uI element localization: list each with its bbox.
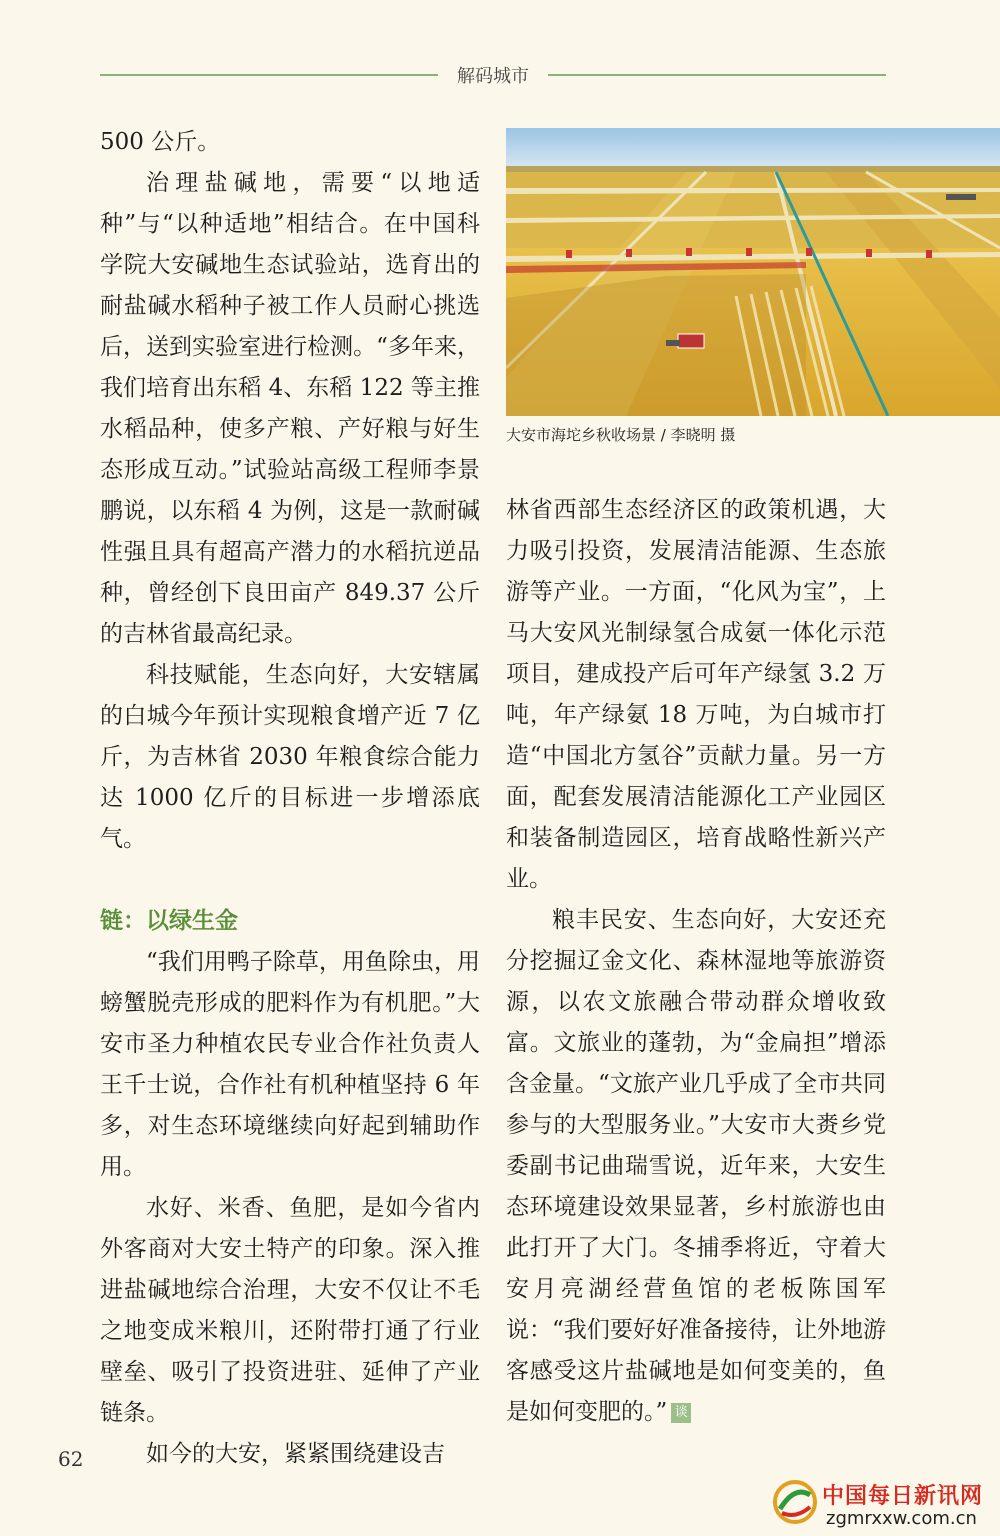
right-column bbox=[506, 490, 886, 1433]
end-mark: 谈 bbox=[671, 1403, 691, 1423]
header-rule-left bbox=[100, 74, 438, 76]
watermark-site-url: zgmrxxw.com.cn bbox=[826, 1508, 977, 1529]
section-heading: 链：以绿生金 bbox=[100, 908, 238, 934]
left-column bbox=[100, 122, 480, 1475]
running-header bbox=[100, 60, 886, 90]
section-title: 解码城市 bbox=[457, 66, 529, 87]
paragraph: 粮丰民安、生态向好，大安还充分挖掘辽金文化、森林湿地等旅游资源，以农文旅融合带动群众增收致富。文旅业的蓬勃，为“金扁担”增添含金量。“文旅产业几乎成了全市共同参与的大型服务业。”大安市大赉乡党委副书记曲瑞雪说，近年来，大安生态环境建设效果显著，乡村旅游也由此打开了大门。冬捕季将近，守着大安月亮湖经营鱼馆的老板陈国军说：“我们要好好准备接待，让外地游客感受这片盐碱地是如何变美的，鱼是如何变肥的。” bbox=[506, 907, 886, 1425]
header-rule-right bbox=[548, 74, 886, 76]
watermark-site-name: 中国每日新讯网 bbox=[822, 1483, 984, 1509]
paragraph: 如今的大安，紧紧围绕建设吉 bbox=[146, 1441, 445, 1467]
paragraph: 500 公斤。 bbox=[100, 129, 221, 155]
paragraph: 林省西部生态经济区的政策机遇，大力吸引投资，发展清洁能源、生态旅游等产业。一方面，“化风为宝”，上马大安风光制绿氢合成氨一体化示范项目，建成投产后可年产绿氢 3.2 万吨，年产绿氨 18 万吨，为白城市打造“中国北方氢谷”贡献力量。另一方面，配套发展清洁能源化工产业园区和装备制造园区，培育战略性新兴产业。 bbox=[506, 497, 886, 892]
paragraph: “我们用鸭子除草，用鱼除虫，用螃蟹脱壳形成的肥料作为有机肥。”大安市圣力种植农民专业合作社负责人王千士说，合作社有机种植坚持 6 年多，对生态环境继续向好起到辅助作用。 bbox=[100, 949, 480, 1180]
watermark-logo-icon bbox=[772, 1479, 818, 1525]
paragraph: 科技赋能，生态向好，大安辖属的白城今年预计实现粮食增产近 7 亿斤，为吉林省 2030 年粮食综合能力达 1000 亿斤的目标进一步增添底气。 bbox=[100, 662, 480, 852]
paragraph-with-end-mark bbox=[506, 900, 886, 1433]
paragraph: 水好、米香、鱼肥，是如今省内外客商对大安土特产的印象。深入推进盐碱地综合治理，大安不仅让不毛之地变成米粮川，还附带打通了行业壁垒、吸引了投资进驻、延伸了产业链条。 bbox=[100, 1195, 480, 1426]
page-number: 62 bbox=[58, 1447, 84, 1471]
rice-field-illustration bbox=[506, 128, 1000, 416]
site-watermark bbox=[770, 1475, 1000, 1536]
photo-caption: 大安市海坨乡秋收场景 / 李晓明 摄 bbox=[506, 426, 736, 444]
paragraph: 治理盐碱地，需要“以地适种”与“以种适地”相结合。在中国科学院大安碱地生态试验站，选育出的耐盐碱水稻种子被工作人员耐心挑选后，送到实验室进行检测。“多年来，我们培育出东稻 4、东稻 122 等主推水稻品种，使多产粮、产好粮与好生态形成互动。”试验站高级工程师李景鹏说，以东稻 4 为例，这是一款耐碱性强且具有超高产潜力的水稻抗逆品种，曾经创下良田亩产 849.37 公斤的吉林省最高纪录。 bbox=[100, 170, 480, 647]
harvest-photo bbox=[506, 128, 1000, 416]
